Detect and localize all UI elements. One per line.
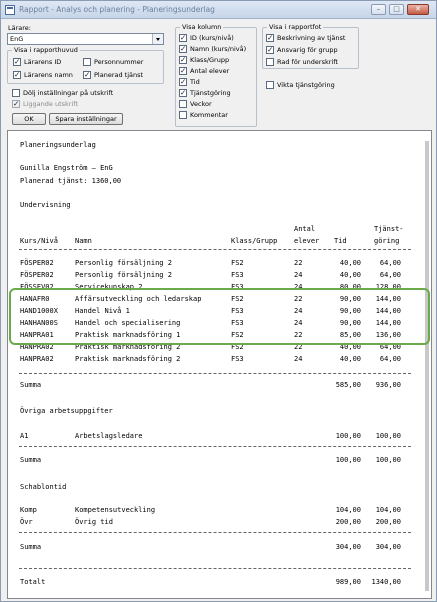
highlight-frame xyxy=(9,288,430,345)
row-time: 90,00 xyxy=(339,307,361,315)
row-students: 24 xyxy=(294,271,303,279)
report-teacher-line: Gunilla Engström – EnG xyxy=(20,164,113,172)
row-time: 90,00 xyxy=(339,319,361,327)
column-comment-checkbox[interactable] xyxy=(179,111,228,120)
schedule-row-time: 104,00 xyxy=(335,506,361,514)
window-title: Rapport - Analys och planering - Planeringsunderlag xyxy=(19,5,215,14)
checkbox-box[interactable] xyxy=(179,100,187,108)
row-group: FS2 xyxy=(231,331,244,339)
checkbox-box[interactable] xyxy=(83,71,91,79)
divider xyxy=(19,568,411,569)
row-service: 64,00 xyxy=(379,271,401,279)
row-service: 144,00 xyxy=(375,307,401,315)
row-name: Handel Nivå 1 xyxy=(75,307,130,315)
row-students: 24 xyxy=(294,355,303,363)
column-name-checkbox[interactable] xyxy=(179,45,246,54)
row-name: Affärsutveckling och ledarskap xyxy=(75,295,202,303)
checkbox-box[interactable] xyxy=(266,81,274,89)
checkbox-box[interactable] xyxy=(179,45,187,53)
checkbox-label: Ansvarig för grupp xyxy=(277,46,338,54)
divider xyxy=(19,249,411,250)
checkbox-box[interactable] xyxy=(266,46,274,54)
footer-options-title: Visa i rapportfot xyxy=(269,23,322,31)
minimize-button[interactable]: – xyxy=(371,4,386,15)
row-group: FS2 xyxy=(231,259,244,267)
teacher-select[interactable] xyxy=(7,33,164,45)
weight-service-checkbox[interactable] xyxy=(266,81,335,90)
header-course: Kurs/Nivå xyxy=(20,237,58,245)
row-course: FÖSPER02 xyxy=(20,271,54,279)
row-group: FS2 xyxy=(231,343,244,351)
checkbox-label: Veckor xyxy=(190,100,212,108)
row-course: FÖSPER02 xyxy=(20,259,54,267)
checkbox-box[interactable] xyxy=(266,58,274,66)
row-course: FÖSSEV02 xyxy=(20,283,54,291)
row-students: 22 xyxy=(294,295,303,303)
checkbox-label: Personnummer xyxy=(94,58,144,66)
other-sum-time: 100,00 xyxy=(335,456,361,464)
checkbox-label: Dölj inställningar på utskrift xyxy=(23,89,114,97)
row-time: 40,00 xyxy=(339,271,361,279)
column-time-checkbox[interactable] xyxy=(179,78,200,87)
other-row-code: A1 xyxy=(20,432,29,440)
teaching-sum-time: 585,00 xyxy=(335,381,361,389)
schedule-row-code: Övr xyxy=(20,518,33,526)
teacher-label: Lärare: xyxy=(8,24,31,32)
checkbox-box[interactable] xyxy=(83,58,91,66)
row-students: 22 xyxy=(294,343,303,351)
row-time: 85,00 xyxy=(339,331,361,339)
checkbox-label: Rad för underskrift xyxy=(277,58,338,66)
checkbox-box[interactable] xyxy=(13,71,21,79)
header-students-2: elever xyxy=(294,237,320,245)
show-planned-service-checkbox[interactable] xyxy=(83,71,143,80)
section-other: Övriga arbetsuppgifter xyxy=(20,407,113,415)
row-time: 90,00 xyxy=(339,295,361,303)
checkbox-label: Tjänstgöring xyxy=(190,89,231,97)
header-students-1: Antal xyxy=(294,225,316,233)
checkbox-box[interactable] xyxy=(266,34,274,42)
checkbox-box[interactable] xyxy=(12,100,20,108)
row-name: Handel och specialisering xyxy=(75,319,181,327)
row-course: HAND1000X xyxy=(20,307,58,315)
save-settings-button[interactable]: Spara inställningar xyxy=(49,113,123,125)
column-group-checkbox[interactable] xyxy=(179,56,229,65)
schedule-sum-time: 304,00 xyxy=(335,543,361,551)
row-service: 136,00 xyxy=(375,331,401,339)
row-name: Personlig försäljning 2 xyxy=(75,259,172,267)
checkbox-label: Lärarens namn xyxy=(24,71,73,79)
report-planned-line: Planerad tjänst: 1360,00 xyxy=(20,177,122,185)
row-students: 24 xyxy=(294,307,303,315)
checkbox-box[interactable] xyxy=(12,89,20,97)
divider xyxy=(19,446,411,447)
row-group: FS3 xyxy=(231,283,244,291)
columns-group xyxy=(175,23,257,127)
header-service-1: Tjänst- xyxy=(374,225,404,233)
schedule-row-name: Kompetensutveckling xyxy=(75,506,156,514)
row-name: Servicekunskap 2 xyxy=(75,283,143,291)
row-students: 22 xyxy=(294,331,303,339)
checkbox-box[interactable] xyxy=(179,56,187,64)
signature-line-checkbox[interactable] xyxy=(266,58,338,67)
row-group: FS3 xyxy=(231,319,244,327)
column-service-checkbox[interactable] xyxy=(179,89,231,98)
checkbox-label: Planerad tjänst xyxy=(94,71,144,79)
schedule-sum-service: 304,00 xyxy=(375,543,401,551)
checkbox-label: Liggande utskrift xyxy=(23,100,78,108)
checkbox-box[interactable] xyxy=(179,78,187,86)
report-title: Planeringsunderlag xyxy=(20,141,96,149)
row-time: 40,00 xyxy=(339,259,361,267)
row-name: Praktisk marknadsföring 2 xyxy=(75,355,181,363)
show-service-description-checkbox[interactable] xyxy=(266,34,345,43)
show-teacher-id-checkbox[interactable] xyxy=(13,58,61,67)
app-icon xyxy=(5,5,15,15)
footer-options-group xyxy=(262,23,359,69)
schedule-sum-label: Summa xyxy=(20,543,42,551)
title-bar[interactable] xyxy=(1,1,436,19)
row-service: 144,00 xyxy=(375,295,401,303)
landscape-print-checkbox[interactable] xyxy=(12,100,78,109)
section-teaching: Undervisning xyxy=(20,201,71,209)
total-service: 1340,00 xyxy=(371,578,401,586)
section-schedule: Schablontid xyxy=(20,483,67,491)
checkbox-label: Vikta tjänstgöring xyxy=(277,81,335,89)
row-time: 80,00 xyxy=(339,283,361,291)
header-options-group xyxy=(7,46,164,84)
row-course: HANPRA01 xyxy=(20,331,54,339)
teaching-sum-service: 936,00 xyxy=(375,381,401,389)
schedule-row-service: 104,00 xyxy=(375,506,401,514)
checkbox-box[interactable] xyxy=(179,89,187,97)
scrollbar-thumb[interactable] xyxy=(425,141,429,591)
checkbox-box[interactable] xyxy=(179,67,187,75)
header-options-title: Visa i rapporthuvud xyxy=(14,46,78,54)
total-time: 989,00 xyxy=(335,578,361,586)
show-group-responsible-checkbox[interactable] xyxy=(266,46,338,55)
show-personal-number-checkbox[interactable] xyxy=(83,58,143,67)
checkbox-box[interactable] xyxy=(179,34,187,42)
divider xyxy=(19,373,411,374)
chevron-down-icon[interactable] xyxy=(152,34,163,44)
checkbox-label: ID (kurs/nivå) xyxy=(190,34,234,42)
row-students: 22 xyxy=(294,259,303,267)
header-name: Namn xyxy=(75,237,92,245)
checkbox-label: Tid xyxy=(190,78,200,86)
schedule-row-service: 200,00 xyxy=(375,518,401,526)
report-preview[interactable] xyxy=(7,130,432,599)
checkbox-label: Beskrivning av tjänst xyxy=(277,34,346,42)
ok-button[interactable]: OK xyxy=(12,113,46,125)
row-name: Praktisk marknadsföring 2 xyxy=(75,343,181,351)
checkbox-label: Kommentar xyxy=(190,111,228,119)
teacher-select-value: EnG xyxy=(10,35,24,43)
checkbox-label: Namn (kurs/nivå) xyxy=(190,45,247,53)
row-service: 128,00 xyxy=(375,283,401,291)
row-service: 144,00 xyxy=(375,319,401,327)
vertical-scrollbar[interactable] xyxy=(423,131,431,598)
close-button[interactable]: ✕ xyxy=(407,4,429,15)
show-teacher-name-checkbox[interactable] xyxy=(13,71,73,80)
row-service: 64,00 xyxy=(379,259,401,267)
row-course: HANAFR0 xyxy=(20,295,50,303)
other-sum-label: Summa xyxy=(20,456,42,464)
teaching-sum-label: Summa xyxy=(20,381,42,389)
checkbox-label: Klass/Grupp xyxy=(190,56,230,64)
column-weeks-checkbox[interactable] xyxy=(179,100,212,109)
maximize-button[interactable]: □ xyxy=(389,4,404,15)
header-service-2: göring xyxy=(374,237,400,245)
row-students: 24 xyxy=(294,319,303,327)
row-group: FS3 xyxy=(231,307,244,315)
column-id-checkbox[interactable] xyxy=(179,34,234,43)
other-row-time: 100,00 xyxy=(335,432,361,440)
row-name: Praktisk marknadsföring 1 xyxy=(75,331,181,339)
header-time: Tid xyxy=(334,237,347,245)
row-course: HANHAN00S xyxy=(20,319,58,327)
row-name: Personlig försäljning 2 xyxy=(75,271,172,279)
checkbox-box[interactable] xyxy=(13,58,21,66)
schedule-row-time: 200,00 xyxy=(335,518,361,526)
columns-group-title: Visa kolumn xyxy=(182,23,222,31)
row-service: 64,00 xyxy=(379,343,401,351)
row-service: 64,00 xyxy=(379,355,401,363)
row-course: HANPRA02 xyxy=(20,343,54,351)
row-time: 40,00 xyxy=(339,355,361,363)
header-group: Klass/Grupp xyxy=(231,237,278,245)
hide-settings-checkbox[interactable] xyxy=(12,89,113,98)
divider xyxy=(19,532,411,533)
row-course: HANPRA02 xyxy=(20,355,54,363)
schedule-row-name: Övrig tid xyxy=(75,518,113,526)
other-row-service: 100,00 xyxy=(375,432,401,440)
row-group: FS3 xyxy=(231,355,244,363)
total-label: Totalt xyxy=(20,578,46,586)
row-group: FS2 xyxy=(231,295,244,303)
row-group: FS3 xyxy=(231,271,244,279)
row-students: 24 xyxy=(294,283,303,291)
row-time: 40,00 xyxy=(339,343,361,351)
column-students-checkbox[interactable] xyxy=(179,67,229,76)
schedule-row-code: Komp xyxy=(20,506,37,514)
other-row-name: Arbetslagsledare xyxy=(75,432,143,440)
checkbox-label: Lärarens ID xyxy=(24,58,62,66)
checkbox-label: Antal elever xyxy=(190,67,230,75)
other-sum-service: 100,00 xyxy=(375,456,401,464)
checkbox-box[interactable] xyxy=(179,111,187,119)
